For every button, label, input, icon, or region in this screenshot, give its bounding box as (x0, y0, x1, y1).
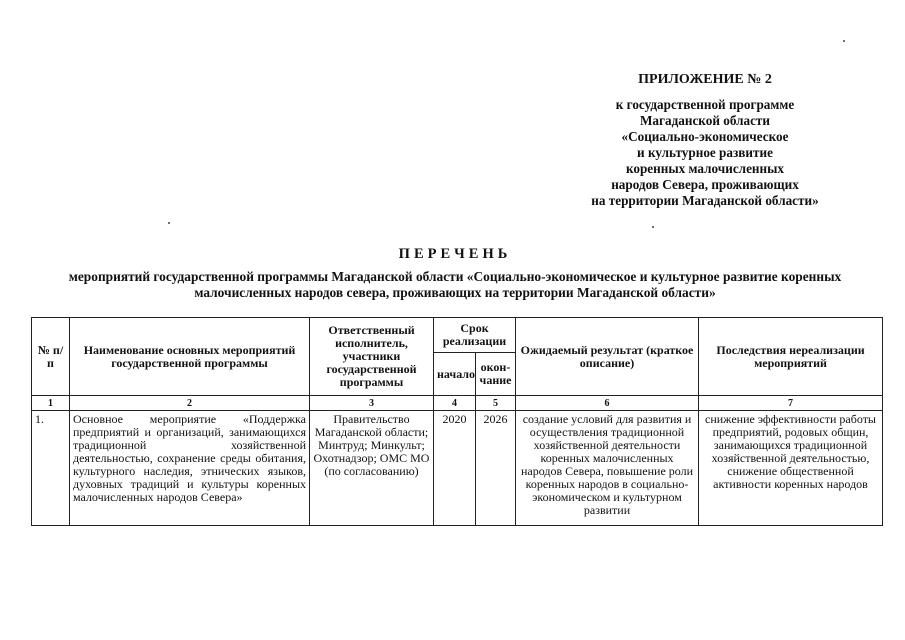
column-number: 7 (699, 396, 883, 411)
appendix-heading: ПРИЛОЖЕНИЕ № 2 (638, 72, 772, 87)
header-executor: Ответственный исполнитель, участники государственной программы (310, 318, 434, 396)
table-row (32, 411, 883, 526)
row-end: 2026 (476, 411, 516, 526)
appendix-line: и культурное развитие (637, 145, 773, 160)
row-consequences: снижение эффективности работы предприятий, родовых общин, занимающихся традиционной хозяйственной деятельностью, снижение общественной активности коренных народов (699, 411, 883, 526)
measures-table (31, 317, 883, 526)
column-number: 1 (32, 396, 70, 411)
column-number: 4 (434, 396, 476, 411)
header-end: окон-чание (476, 353, 516, 396)
header-result: Ожидаемый результат (краткое описание) (516, 318, 699, 396)
scan-speck (652, 226, 654, 228)
appendix-line: к государственной программе (615, 97, 795, 112)
row-executor: Правительство Магаданской области; Минтруд; Минкульт; Охотнадзор; ОМС МО (по согласованию) (310, 411, 434, 526)
column-number: 6 (516, 396, 699, 411)
column-number: 2 (70, 396, 310, 411)
appendix-block (530, 72, 880, 209)
appendix-line: «Социально-экономическое (621, 129, 789, 144)
appendix-line: на территории Магаданской области» (591, 193, 819, 208)
scan-speck (168, 222, 170, 224)
row-start: 2020 (434, 411, 476, 526)
header-start: начало (434, 353, 476, 396)
header-name: Наименование основных мероприятий государственной программы (70, 318, 310, 396)
column-number: 3 (310, 396, 434, 411)
row-num: 1. (32, 411, 70, 526)
header-term: Срок реализации (434, 318, 516, 353)
document-subtitle: мероприятий государственной программы Магаданской области «Социально-экономическое и культурное развитие коренных малочисленных народов севера, проживающих на территории Магаданской области» (68, 269, 842, 300)
row-name: Основное мероприятие «Поддержка предприятий и организаций, занимающихся традиционной хозяйственной деятельностью, сохранение среды обитания, культурного наследия, этнических языков, духовных традиций и культуры коренных малочисленных народов Севера» (70, 411, 310, 526)
header-consequences: Последствия нереализации мероприятий (699, 318, 883, 396)
column-numbers-row (32, 396, 883, 411)
appendix-line: коренных малочисленных (625, 161, 785, 176)
appendix-line: народов Севера, проживающих (611, 177, 799, 192)
column-number: 5 (476, 396, 516, 411)
row-result: создание условий для развития и осуществления традиционной хозяйственной деятельности коренных малочисленных народов Севера, повышение роли коренных народов в социально-экономическом и культурном развитии (516, 411, 699, 526)
document-title: ПЕРЕЧЕНЬ (398, 246, 512, 262)
scan-speck (843, 40, 845, 42)
appendix-line: Магаданской области (639, 113, 771, 128)
header-num: № п/п (32, 318, 70, 396)
